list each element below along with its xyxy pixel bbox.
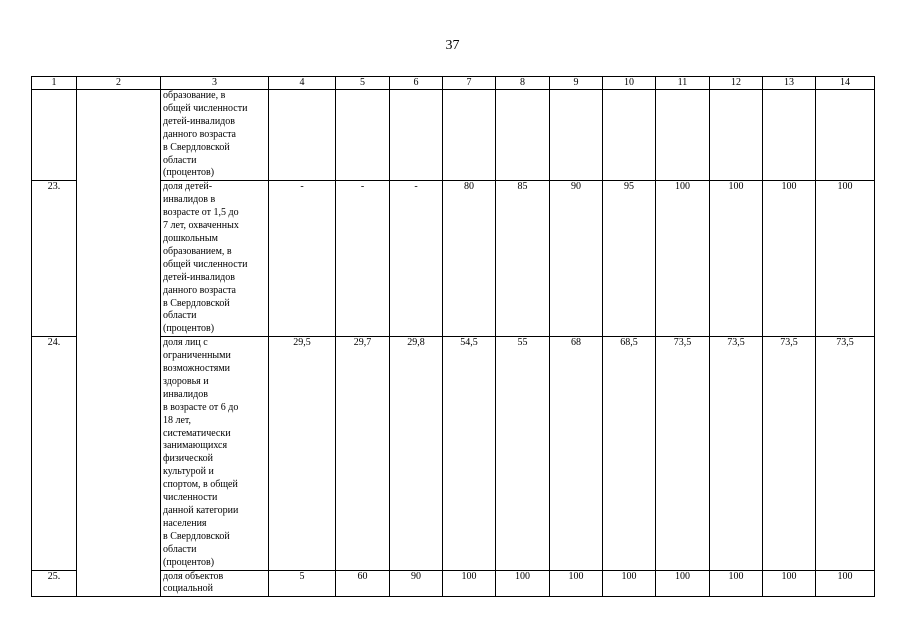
value-cell: 100: [816, 570, 875, 597]
value-cell: 29,5: [269, 337, 336, 570]
indicator-text-line: 18 лет,: [163, 414, 192, 426]
table-body: [32, 77, 875, 597]
indicator-text-line: спортом, в общей: [163, 479, 238, 491]
value-cell: 100: [763, 181, 816, 337]
value-cell: 68,5: [603, 337, 656, 570]
value-cell: 100: [656, 181, 710, 337]
value-cell: 68: [550, 337, 603, 570]
value-cell: 73,5: [816, 337, 875, 570]
indicator-text-line: образованием, в: [163, 245, 232, 257]
value-cell: -: [269, 181, 336, 337]
column-number-header: 12: [710, 77, 763, 90]
column-number-header: 11: [656, 77, 710, 90]
indicator-text-line: детей-инвалидов: [163, 115, 235, 127]
indicator-text-line: здоровья и: [163, 375, 209, 387]
row-number-cell: 24.: [32, 337, 77, 570]
value-cell: 100: [710, 570, 763, 597]
value-cell: 90: [390, 570, 443, 597]
value-cell: 73,5: [710, 337, 763, 570]
indicator-text-line: данного возраста: [163, 284, 236, 296]
indicator-text-line: (процентов): [163, 556, 215, 568]
value-cell: 55: [496, 337, 550, 570]
indicator-name-cell: [161, 90, 269, 181]
indicator-text-line: физической: [163, 453, 213, 465]
value-cell: 85: [496, 181, 550, 337]
indicator-text-line: возможностями: [163, 363, 231, 375]
column-number-header: 2: [77, 77, 161, 90]
value-cell: 100: [603, 570, 656, 597]
column-number-header: 7: [443, 77, 496, 90]
value-cell: [550, 90, 603, 181]
indicator-text-line: области: [163, 154, 197, 166]
value-cell: [390, 90, 443, 181]
indicator-text-line: инвалидов: [163, 388, 208, 400]
column-number-header: 13: [763, 77, 816, 90]
column-number-header: 5: [336, 77, 390, 90]
value-cell: 100: [550, 570, 603, 597]
column-number-header: 6: [390, 77, 443, 90]
value-cell: 29,7: [336, 337, 390, 570]
value-cell: 73,5: [763, 337, 816, 570]
column-number-header: 14: [816, 77, 875, 90]
indicator-text-line: возрасте от 1,5 до: [163, 207, 239, 219]
indicator-text-line: общей численности: [163, 102, 248, 114]
value-cell: [496, 90, 550, 181]
value-cell: [763, 90, 816, 181]
indicator-name-cell: [161, 181, 269, 337]
indicator-text-line: численности: [163, 492, 218, 504]
value-cell: [443, 90, 496, 181]
indicator-text-line: занимающихся: [163, 440, 228, 452]
value-cell: [603, 90, 656, 181]
indicator-text-line: детей-инвалидов: [163, 271, 235, 283]
indicator-text-line: данного возраста: [163, 128, 236, 140]
value-cell: 54,5: [443, 337, 496, 570]
indicator-text-line: доля детей-: [163, 181, 213, 193]
indicator-text-line: культурой и: [163, 466, 214, 478]
value-cell: 80: [443, 181, 496, 337]
column-number-header: 4: [269, 77, 336, 90]
value-cell: 95: [603, 181, 656, 337]
indicator-text-line: (процентов): [163, 323, 215, 335]
value-cell: [336, 90, 390, 181]
indicator-text-line: инвалидов в: [163, 194, 216, 206]
indicator-text-line: данной категории: [163, 505, 239, 516]
value-cell: 100: [496, 570, 550, 597]
row-number-cell: [32, 90, 77, 181]
page-number: 37: [445, 38, 460, 53]
indicator-text-line: области: [163, 543, 197, 555]
indicator-text-line: общей численности: [163, 258, 248, 270]
column-number-header: 10: [603, 77, 656, 90]
column-2-cell: [77, 90, 161, 597]
indicator-text-line: в Свердловской: [163, 141, 230, 153]
indicator-text-line: в Свердловской: [163, 530, 230, 542]
value-cell: [710, 90, 763, 181]
value-cell: 60: [336, 570, 390, 597]
column-number-header: 1: [32, 77, 77, 90]
indicator-text-line: области: [163, 310, 197, 322]
indicator-text-line: ограниченными: [163, 350, 231, 362]
table-row: [32, 90, 875, 181]
value-cell: [656, 90, 710, 181]
indicator-text-line: 7 лет, охваченных: [163, 220, 239, 232]
column-number-header: 3: [161, 77, 269, 90]
column-number-row: [32, 77, 875, 90]
value-cell: [816, 90, 875, 181]
value-cell: 100: [710, 181, 763, 337]
value-cell: 100: [656, 570, 710, 597]
indicator-text-line: доля объектов: [163, 570, 224, 582]
column-number-header: 8: [496, 77, 550, 90]
indicator-text-line: дошкольным: [163, 232, 218, 244]
value-cell: 100: [816, 181, 875, 337]
indicator-text-line: населения: [163, 517, 207, 529]
column-number-header: 9: [550, 77, 603, 90]
indicator-text-line: доля лиц с: [163, 337, 208, 349]
value-cell: 100: [763, 570, 816, 597]
indicator-text-line: в возрасте от 6 до: [163, 401, 239, 413]
value-cell: 90: [550, 181, 603, 337]
value-cell: 29,8: [390, 337, 443, 570]
indicator-text-line: социальной: [163, 583, 213, 595]
indicator-name-cell: [161, 570, 269, 597]
value-cell: -: [390, 181, 443, 337]
row-number-cell: 23.: [32, 181, 77, 337]
indicator-text-line: в Свердловской: [163, 297, 230, 309]
indicator-name-cell: [161, 337, 269, 570]
indicator-text-line: систематически: [163, 427, 231, 439]
indicator-text-line: (процентов): [163, 167, 215, 179]
value-cell: 100: [443, 570, 496, 597]
indicators-table: [31, 76, 875, 597]
value-cell: 5: [269, 570, 336, 597]
row-number-cell: 25.: [32, 570, 77, 597]
value-cell: 73,5: [656, 337, 710, 570]
indicator-text-line: образование, в: [163, 90, 226, 101]
value-cell: -: [336, 181, 390, 337]
value-cell: [269, 90, 336, 181]
